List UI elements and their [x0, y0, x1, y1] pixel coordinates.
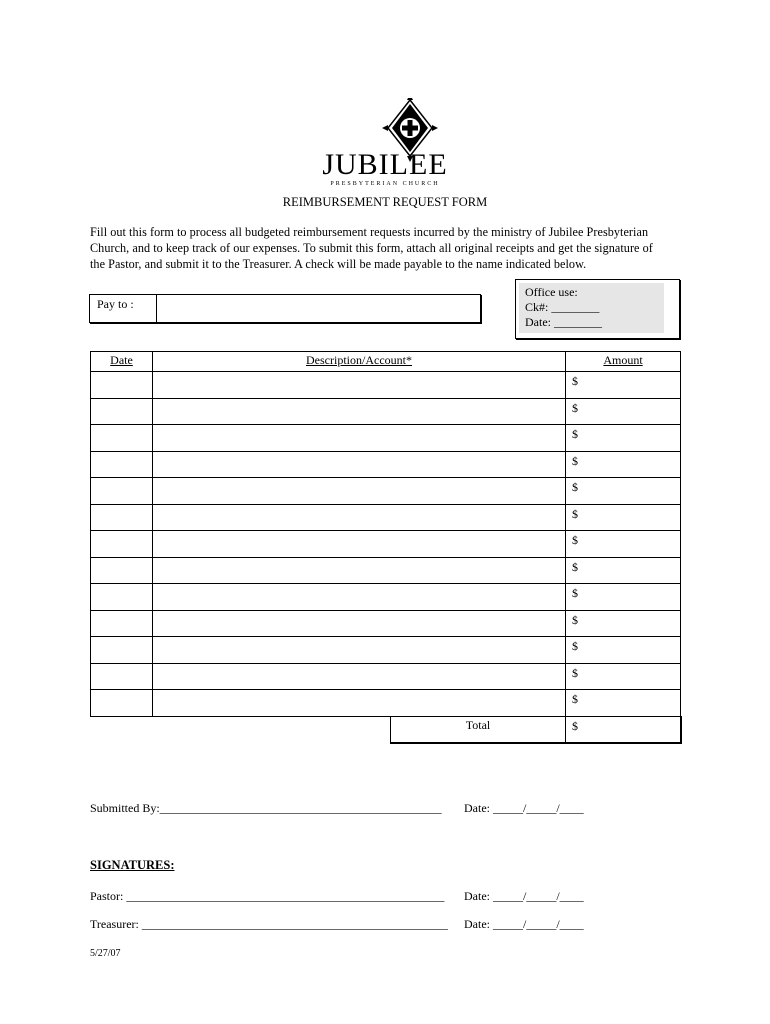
table-row — [91, 398, 681, 425]
expense-table — [90, 351, 682, 744]
table-row — [91, 557, 681, 584]
date-cell[interactable] — [91, 663, 153, 690]
amount-cell[interactable]: $ — [566, 425, 681, 452]
office-use-heading: Office use: — [525, 285, 578, 299]
date-cell[interactable] — [91, 584, 153, 611]
table-row — [91, 504, 681, 531]
pastor-signature-line[interactable]: Pastor: _____________________________________________________ — [90, 889, 445, 903]
form-title: REIMBURSEMENT REQUEST FORM — [282, 195, 488, 209]
total-label: Total — [391, 716, 566, 743]
table-row — [91, 663, 681, 690]
table-row — [91, 531, 681, 558]
table-header-row — [91, 352, 681, 372]
table-row — [91, 478, 681, 505]
description-cell[interactable] — [153, 663, 566, 690]
amount-cell[interactable]: $ — [566, 372, 681, 399]
description-cell[interactable] — [153, 398, 566, 425]
form-version-date: 5/27/07 — [90, 948, 121, 959]
office-date: Date: ________ — [525, 315, 602, 329]
instruction-line: Fill out this form to process all budgeted reimbursement requests incurred by the ministry of Jubilee Presbyterian — [90, 225, 649, 239]
treasurer-signature-line[interactable]: Treasurer: ___________________________________________________ — [90, 917, 448, 931]
table-row — [91, 372, 681, 399]
description-cell[interactable] — [153, 451, 566, 478]
date-cell[interactable] — [91, 690, 153, 717]
amount-cell[interactable]: $ — [566, 398, 681, 425]
date-cell[interactable] — [91, 451, 153, 478]
column-header-date: Date — [91, 352, 153, 372]
pay-to-label: Pay to : — [89, 294, 157, 323]
description-cell[interactable] — [153, 425, 566, 452]
description-cell[interactable] — [153, 690, 566, 717]
date-cell[interactable] — [91, 478, 153, 505]
amount-cell[interactable]: $ — [566, 451, 681, 478]
date-cell[interactable] — [91, 504, 153, 531]
date-cell[interactable] — [91, 398, 153, 425]
table-row — [91, 690, 681, 717]
amount-cell[interactable]: $ — [566, 610, 681, 637]
amount-cell[interactable]: $ — [566, 557, 681, 584]
office-check-number: Ck#: ________ — [525, 300, 600, 314]
description-cell[interactable] — [153, 372, 566, 399]
date-cell[interactable] — [91, 557, 153, 584]
pastor-date-line[interactable]: Date: _____/_____/____ — [464, 889, 584, 903]
table-row — [91, 451, 681, 478]
instruction-line: Church, and to keep track of our expenses. To submit this form, attach all original receipts and get the signature of — [90, 241, 653, 255]
form-instructions — [90, 224, 680, 272]
amount-cell[interactable]: $ — [566, 478, 681, 505]
date-cell[interactable] — [91, 610, 153, 637]
amount-cell[interactable]: $ — [566, 690, 681, 717]
column-header-description: Description/Account* — [153, 352, 566, 372]
description-cell[interactable] — [153, 610, 566, 637]
description-cell[interactable] — [153, 557, 566, 584]
table-row — [91, 610, 681, 637]
amount-cell[interactable]: $ — [566, 504, 681, 531]
date-cell[interactable] — [91, 637, 153, 664]
date-cell[interactable] — [91, 372, 153, 399]
amount-cell[interactable]: $ — [566, 663, 681, 690]
amount-cell[interactable]: $ — [566, 531, 681, 558]
column-header-amount: Amount — [566, 352, 681, 372]
signatures-heading: SIGNATURES: — [90, 858, 175, 872]
amount-cell[interactable]: $ — [566, 637, 681, 664]
logo-wordmark: JUBILEE — [322, 148, 448, 181]
table-row — [91, 584, 681, 611]
description-cell[interactable] — [153, 504, 566, 531]
amount-cell[interactable]: $ — [566, 584, 681, 611]
total-amount-cell[interactable]: $ — [566, 716, 681, 743]
instruction-line: the Pastor, and submit it to the Treasurer. A check will be made payable to the name indicated below. — [90, 257, 587, 271]
description-cell[interactable] — [153, 478, 566, 505]
treasurer-date-line[interactable]: Date: _____/_____/____ — [464, 917, 584, 931]
submitted-by-line[interactable]: Submitted By:_______________________________________________ — [90, 801, 442, 815]
table-row — [91, 425, 681, 452]
table-row — [91, 637, 681, 664]
description-cell[interactable] — [153, 531, 566, 558]
description-cell[interactable] — [153, 637, 566, 664]
total-spacer — [91, 716, 391, 743]
total-row — [91, 716, 681, 743]
logo-subline: PRESBYTERIAN CHURCH — [330, 181, 440, 187]
date-cell[interactable] — [91, 531, 153, 558]
submitted-date-line[interactable]: Date: _____/_____/____ — [464, 801, 584, 815]
date-cell[interactable] — [91, 425, 153, 452]
description-cell[interactable] — [153, 584, 566, 611]
